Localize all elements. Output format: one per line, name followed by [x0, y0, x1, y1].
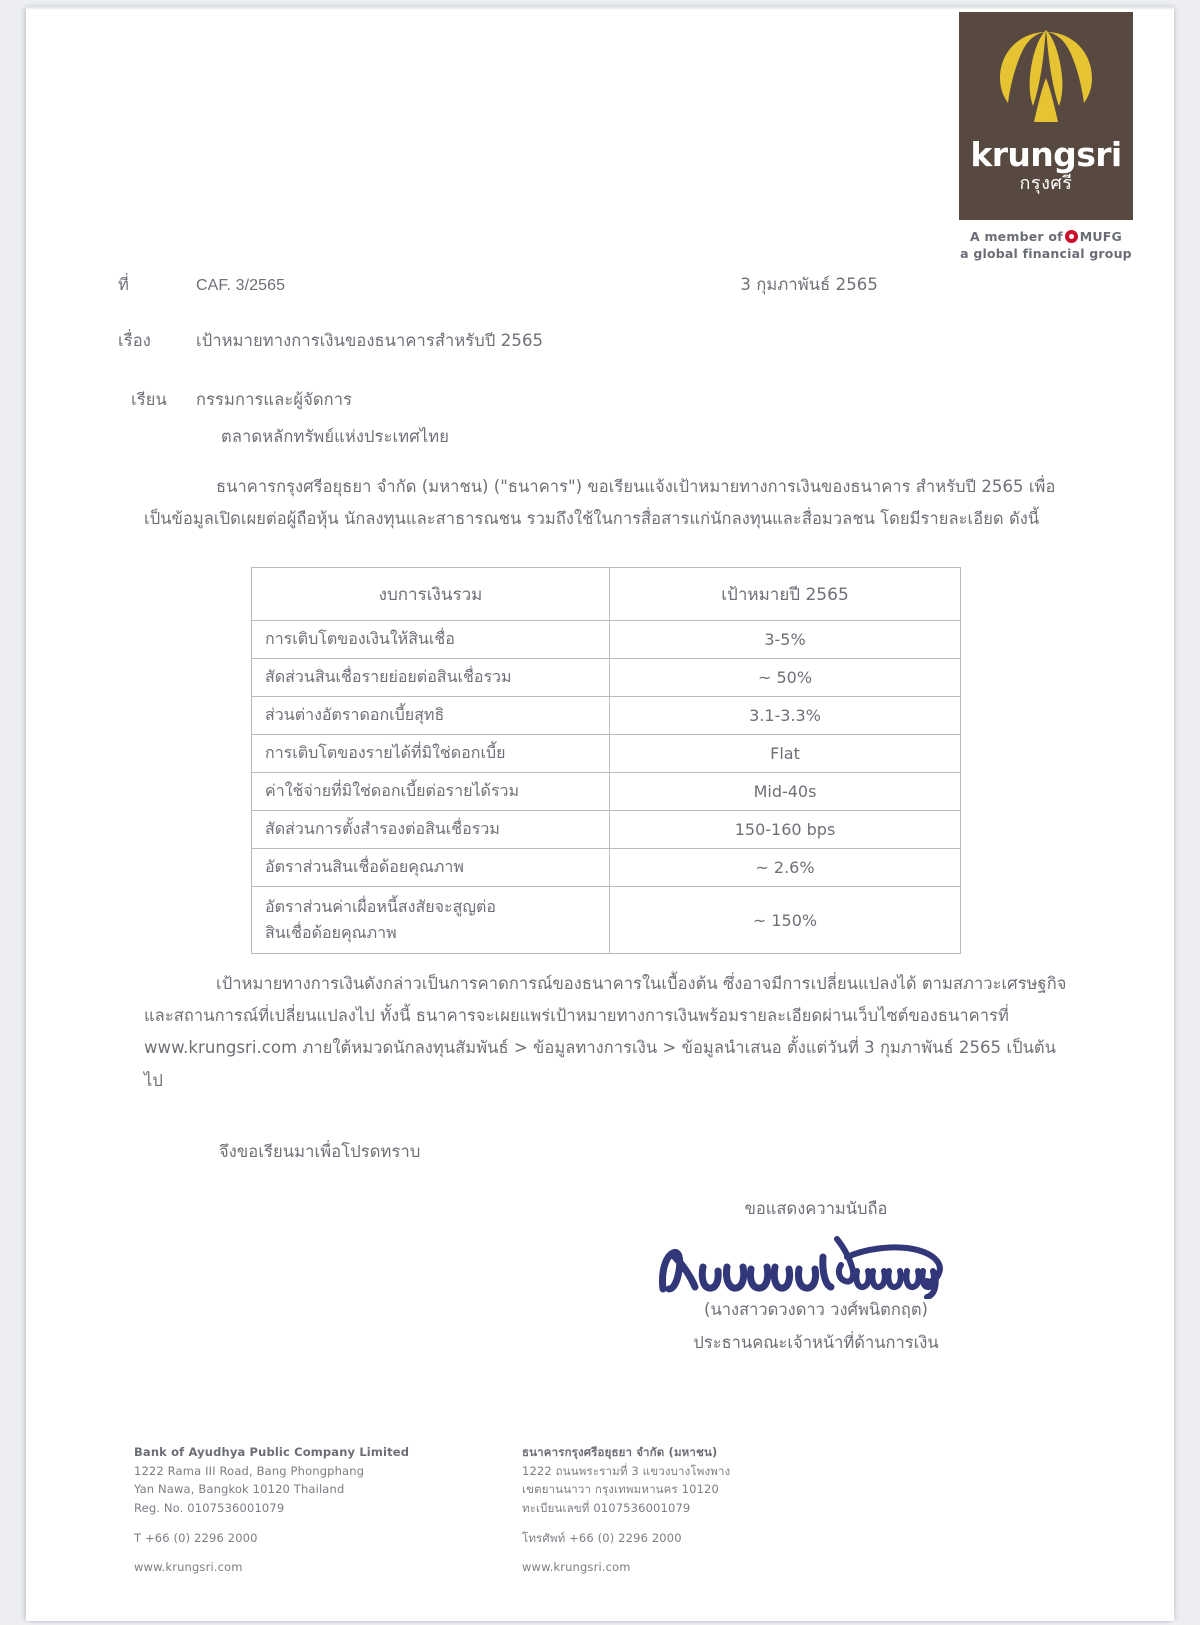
- krungsri-logo-mark: [990, 26, 1102, 130]
- metric-target: 3-5%: [610, 621, 961, 659]
- footer-registration-th: ทะเบียนเลขที่ 0107536001079: [522, 1500, 691, 1515]
- mufg-group-text: a global financial group: [960, 245, 1132, 261]
- metric-name: [252, 887, 610, 954]
- closing-paragraph-text: เป้าหมายทางการเงินดังกล่าวเป็นการคาดการณ์ของธนาคารในเบื้องต้น ซึ่งอาจมีการเปลี่ยนแปลงได้ ตามสภาวะเศรษฐกิจและสถานการณ์ที่เปลี่ยนแปลงไป ทั้งนี้ ธนาคารจะเผยแพร่เป้าหมายทางการเงินพร้อมรายละเอียดผ่านเว็บไซต์ของธนาคารที่ www.krungsri.com ภายใต้หมวดนักลงทุนสัมพันธ์ > ข้อมูลทางการเงิน > ข้อมูลนำเสนอ ตั้งแต่วันที่ 3 กุมภาพันธ์ 2565 เป็นต้นไป: [144, 974, 1067, 1090]
- footer-website-en[interactable]: www.krungsri.com: [134, 1560, 243, 1575]
- brand-name-th: กรุงศรี: [1019, 173, 1073, 194]
- krungsri-logo-card: [959, 12, 1133, 220]
- table-header-target: เป้าหมายปี 2565: [610, 568, 961, 621]
- page-footer: [134, 1443, 1114, 1577]
- footer-phone-en: T +66 (0) 2296 2000: [134, 1530, 258, 1545]
- table-row: [252, 697, 961, 735]
- recipient-row: [131, 387, 352, 413]
- letterhead-logo: [946, 12, 1146, 263]
- footer-registration-en: Reg. No. 0107536001079: [134, 1500, 285, 1515]
- footer-address-line-2-en: Yan Nawa, Bangkok 10120 Thailand: [134, 1482, 345, 1497]
- recipient-line-1: กรรมการและผู้จัดการ: [196, 390, 353, 409]
- table-row: [252, 811, 961, 849]
- footer-company-th: ธนาคารกรุงศรีอยุธยา จำกัด (มหาชน): [522, 1445, 718, 1459]
- table-row: [252, 621, 961, 659]
- footer-spacer: [522, 1518, 832, 1529]
- signer-name: (นางสาวดวงดาว วงศ์พนิตกฤต): [704, 1300, 928, 1319]
- footer-address-line-2-th: เขตยานนาวา กรุงเทพมหานคร 10120: [522, 1482, 719, 1497]
- subject-row: [118, 328, 543, 354]
- metric-target: 3.1-3.3%: [610, 697, 961, 735]
- footer-website-th[interactable]: www.krungsri.com: [522, 1560, 631, 1575]
- metric-name: สัดส่วนการตั้งสำรองต่อสินเชื่อรวม: [252, 811, 610, 849]
- table-row: [252, 773, 961, 811]
- letter-date: 3 กุมภาพันธ์ 2565: [740, 275, 878, 294]
- footer-column-th: [522, 1443, 832, 1577]
- request-line: จึงขอเรียนมาเพื่อโปรดทราบ: [219, 1142, 421, 1161]
- footer-company-en: Bank of Ayudhya Public Company Limited: [134, 1445, 410, 1459]
- mufg-member-text: A member of: [970, 229, 1063, 244]
- metric-name: ค่าใช้จ่ายที่มิใช่ดอกเบี้ยต่อรายได้รวม: [252, 773, 610, 811]
- metric-name: อัตราส่วนสินเชื่อด้อยคุณภาพ: [252, 849, 610, 887]
- intro-paragraph-text: ธนาคารกรุงศรีอยุธยา จำกัด (มหาชน) ("ธนาคาร") ขอเรียนแจ้งเป้าหมายทางการเงินของธนาคาร สำหรับปี 2565 เพื่อเป็นข้อมูลเปิดเผยต่อผู้ถือหุ้น นักลงทุนและสาธารณชน รวมถึงใช้ในการสื่อสารแก่นักลงทุนและสื่อมวลชน โดยมีรายละเอียด ดังนี้: [144, 477, 1056, 529]
- subject-value: เป้าหมายทางการเงินของธนาคารสำหรับปี 2565: [196, 331, 544, 350]
- footer-address-line-1-en: 1222 Rama III Road, Bang Phongphang: [134, 1463, 365, 1478]
- footer-column-en: [134, 1443, 444, 1577]
- ref-label: ที่: [118, 275, 129, 294]
- ref-value: CAF. 3/2565: [196, 277, 286, 294]
- signature-block: [586, 1192, 1046, 1359]
- mufg-dot-icon: [1065, 230, 1078, 243]
- metric-target: ~ 2.6%: [610, 849, 961, 887]
- closing-paragraph: [144, 968, 1074, 1097]
- metric-name: ส่วนต่างอัตราดอกเบี้ยสุทธิ: [252, 697, 610, 735]
- metric-target: ~ 150%: [610, 887, 961, 954]
- metric-target: Flat: [610, 735, 961, 773]
- financial-targets-table: [251, 567, 961, 954]
- table-row: [252, 735, 961, 773]
- subject-label: เรื่อง: [118, 331, 151, 350]
- mufg-abbr: MUFG: [1079, 229, 1122, 244]
- footer-spacer: [522, 1547, 832, 1558]
- footer-address-line-1-th: 1222 ถนนพระรามที่ 3 แขวงบางโพงพาง: [522, 1463, 731, 1478]
- document-page: [26, 6, 1174, 1621]
- ref-row: [118, 272, 878, 299]
- metric-name-line-2: สินเชื่อด้อยคุณภาพ: [265, 923, 397, 942]
- metric-name: การเติบโตของรายได้ที่มิใช่ดอกเบี้ย: [252, 735, 610, 773]
- footer-phone-th: โทรศัพท์ +66 (0) 2296 2000: [522, 1530, 682, 1545]
- intro-paragraph: [144, 471, 1066, 535]
- recipient-line-2: ตลาดหลักทรัพย์แห่งประเทศไทย: [221, 427, 449, 446]
- mufg-affiliation: [946, 229, 1146, 263]
- table-row: [252, 659, 961, 697]
- footer-spacer: [134, 1547, 444, 1558]
- footer-spacer: [134, 1518, 444, 1529]
- metric-name: การเติบโตของเงินให้สินเชื่อ: [252, 621, 610, 659]
- recipient-label: เรียน: [131, 390, 167, 409]
- metric-target: 150-160 bps: [610, 811, 961, 849]
- table-row: [252, 849, 961, 887]
- salutation: ขอแสดงความนับถือ: [744, 1199, 888, 1218]
- metric-name-line-1: อัตราส่วนค่าเผื่อหนี้สงสัยจะสูญต่อ: [265, 896, 496, 916]
- metric-target: ~ 50%: [610, 659, 961, 697]
- handwritten-signature: [651, 1227, 981, 1299]
- brand-name-en: krungsri: [970, 135, 1122, 174]
- signer-title: ประธานคณะเจ้าหน้าที่ด้านการเงิน: [693, 1333, 939, 1352]
- table-header-metric: งบการเงินรวม: [252, 568, 610, 621]
- metric-target: Mid-40s: [610, 773, 961, 811]
- table-row: [252, 887, 961, 954]
- metric-name: สัดส่วนสินเชื่อรายย่อยต่อสินเชื่อรวม: [252, 659, 610, 697]
- table-header-row: [252, 568, 961, 621]
